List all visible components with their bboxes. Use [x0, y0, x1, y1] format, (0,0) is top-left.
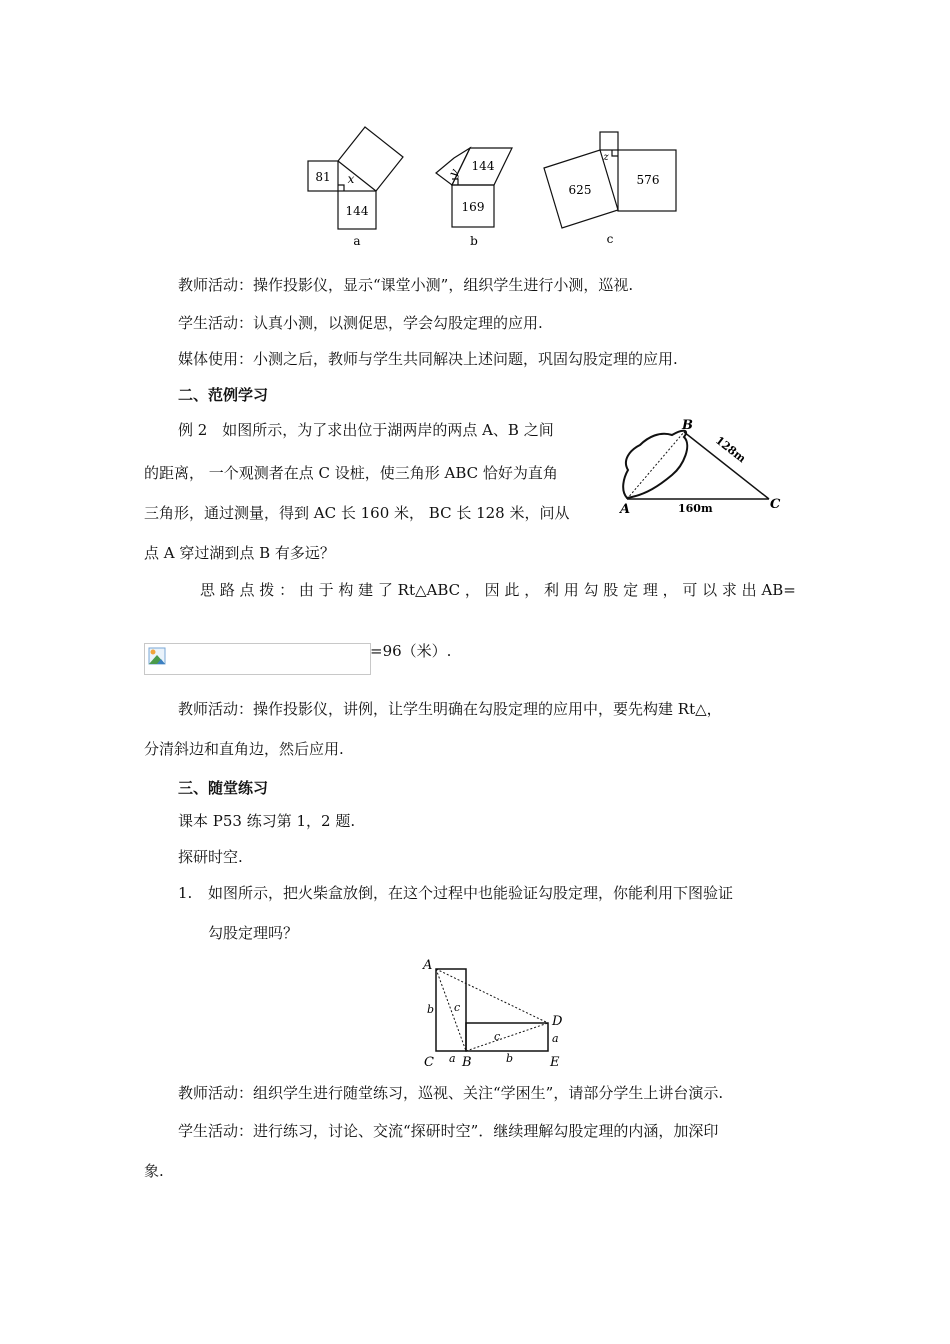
point-b: B [682, 418, 693, 433]
label-a-right: a [552, 1032, 559, 1045]
practice-item1-num: 1. [178, 884, 193, 902]
fig-a-label-x: x [347, 172, 355, 186]
label-c-lower: c [494, 1030, 501, 1043]
line-ab [627, 432, 684, 499]
fig-b-label-144: 144 [471, 159, 495, 173]
lake-shape [623, 431, 687, 498]
point-e: E [550, 1055, 560, 1070]
hint-result: =96（米）. [370, 642, 452, 660]
example2-line1: 例 2 如图所示，为了求出位于湖两岸的两点 A、B 之间 [178, 421, 554, 439]
fig-a-caption: a [353, 234, 361, 248]
practice-item1-line1: 如图所示，把火柴盒放倒，在这个过程中也能验证勾股定理，你能利用下图验证 [208, 884, 734, 902]
fig-c-label-625: 625 [568, 183, 592, 197]
point-a: A [620, 502, 631, 517]
fig-b-label-y: y [445, 166, 462, 180]
squares-figure [300, 115, 690, 255]
lake-figure [612, 415, 792, 520]
example2-line2: 的距离， 一个观测者在点 C 设桩，使三角形 ABC 恰好为直角 [144, 464, 558, 482]
fig-c-caption: c [606, 232, 614, 246]
example2-line4: 点 A 穿过湖到点 B 有多远？ [144, 544, 335, 562]
teacher-activity-2-line2: 分清斜边和直角边，然后应用. [144, 740, 344, 758]
practice-line1: 课本 P53 练习第 1，2 题. [178, 812, 356, 830]
formula-image-placeholder [144, 643, 371, 675]
fig-b-caption: b [470, 234, 478, 248]
point-a: A [423, 958, 433, 973]
fig-a-label-144: 144 [345, 204, 369, 218]
label-b-bottom: b [506, 1052, 514, 1065]
practice-line2: 探研时空. [178, 848, 243, 866]
label-a-bottom: a [449, 1052, 456, 1065]
matchbox-figure [418, 955, 578, 1070]
section-heading-3: 三、随堂练习 [178, 779, 269, 797]
media-use: 媒体使用：小测之后，教师与学生共同解决上述问题，巩固勾股定理的应用. [178, 350, 678, 368]
fig-c-label-576: 576 [636, 173, 660, 187]
square-z [600, 132, 618, 150]
line-bd [466, 1023, 548, 1051]
student-activity-3-line1: 学生活动：进行练习，讨论、交流“探研时空”．继续理解勾股定理的内涵，加深印 [178, 1122, 719, 1140]
practice-item1-line2: 勾股定理吗？ [208, 924, 299, 942]
teacher-activity-3: 教师活动：组织学生进行随堂练习，巡视、关注“学困生”，请部分学生上讲台演示. [178, 1084, 724, 1102]
label-128m: 128m [712, 433, 749, 466]
student-activity-3-line2: 象. [144, 1162, 164, 1180]
point-b: B [462, 1055, 472, 1070]
point-c: C [770, 497, 781, 512]
hint-line1: 思 路 点 拨 ： 由 于 构 建 了 Rt△ABC ， 因 此 ， 利 用 勾 股 定 理 ， 可 以 求 出 AB= [200, 581, 796, 599]
example2-line3: 三角形，通过测量，得到 AC 长 160 米， BC 长 128 米，问从 [144, 504, 570, 522]
point-d: D [552, 1014, 563, 1029]
label-160m: 160m [678, 502, 713, 515]
fig-b-label-169: 169 [461, 200, 485, 214]
label-c-upper: c [454, 1001, 461, 1014]
student-activity-1: 学生活动：认真小测，以测促思，学会勾股定理的应用. [178, 314, 543, 332]
teacher-activity-2-line1: 教师活动：操作投影仪，讲例，让学生明确在勾股定理的应用中，要先构建 Rt△， [178, 700, 722, 718]
label-b-vertical: b [427, 1003, 435, 1016]
broken-image-icon [148, 647, 166, 665]
point-c: C [424, 1055, 434, 1070]
teacher-activity-1: 教师活动：操作投影仪，显示“课堂小测”，组织学生进行小测，巡视. [178, 276, 634, 294]
fig-c-label-z: z [603, 152, 609, 163]
fig-a-label-81: 81 [315, 170, 331, 184]
section-heading-2: 二、范例学习 [178, 386, 269, 404]
